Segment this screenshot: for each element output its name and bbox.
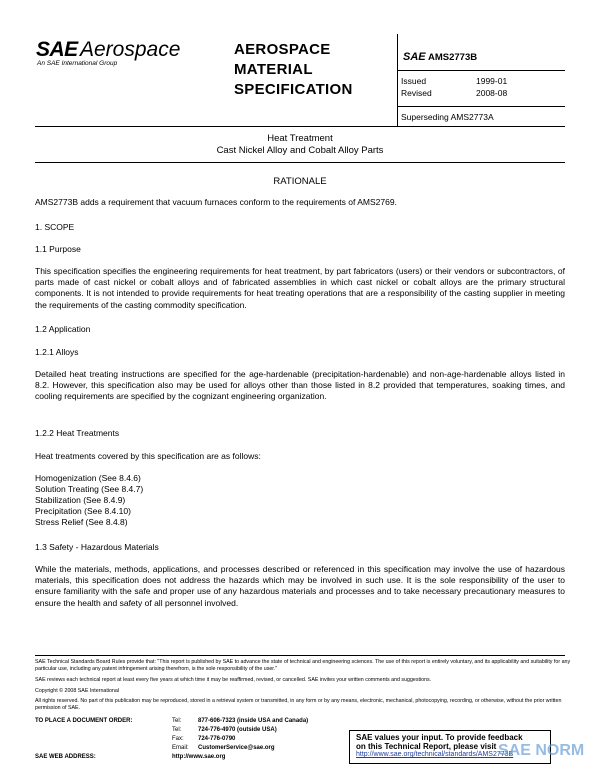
tel2-value[interactable]: 724-776-4970 (outside USA) (198, 727, 277, 733)
title-line: SPECIFICATION (234, 81, 353, 98)
section-alloys-heading: 1.2.1 Alloys (35, 347, 79, 357)
rationale-text: AMS2773B adds a requirement that vacuum furnaces conform to the requirements of AMS2769. (35, 197, 397, 207)
header-rule (397, 106, 565, 107)
fax-label: Fax: (172, 736, 184, 742)
list-item: Solution Treating (See 8.4.7) (35, 484, 144, 494)
section-application-heading: 1.2 Application (35, 324, 91, 334)
superseding: Superseding AMS2773A (401, 112, 494, 122)
safety-paragraph: While the materials, methods, applications, and processes described or referenced in this specification may involve the use of hazardous materials, this specification does not address the hazards which may be involved in such use. It is the sole responsibility of the user to ensure familiarity with the safe and proper use of any hazardous materials and processes and to take necessary precautionary measures to ensure the health and safety of all personnel involved. (35, 564, 565, 608)
feedback-line-2: on this Technical Report, please visit (356, 742, 497, 751)
section-heat-treatments-heading: 1.2.2 Heat Treatments (35, 428, 120, 438)
footer-rights: All rights reserved. No part of this publication may be reproduced, stored in a retrieval system or transmitted, in any form or by any means, electronic, mechanical, photocopying, recording, or otherwise, without the prior written permission of SAE. (35, 698, 562, 711)
email-link[interactable]: CustomerService@sae.org (198, 745, 275, 751)
issued-value: 1999-01 (476, 76, 508, 86)
logo-sae: SAE (36, 38, 78, 61)
watermark: SAE NORM (498, 742, 585, 759)
alloys-paragraph: Detailed heat treating instructions are specified for the age-hardenable (precipitation-hardenable) and non-age-hardenable alloys listed in 8.2. However, this specification also may be used for alloys other than those listed in 8.2 provided that temperatures, soaking times, and cooling requirements are specified by the cognizant engineering organization. (35, 369, 565, 402)
web-link[interactable]: http://www.sae.org (172, 754, 226, 760)
title-line: AEROSPACE (234, 41, 331, 58)
tel2-label: Tel: (172, 727, 182, 733)
subject-rule (35, 162, 565, 163)
section-safety-heading: 1.3 Safety - Hazardous Materials (35, 542, 159, 552)
logo-aerospace: Aerospace (80, 38, 181, 61)
document-type-title (234, 40, 353, 100)
list-item: Precipitation (See 8.4.10) (35, 506, 131, 516)
order-label: TO PLACE A DOCUMENT ORDER: (35, 718, 133, 724)
fax-value: 724-776-0790 (198, 736, 236, 742)
list-item: Homogenization (See 8.4.6) (35, 473, 141, 483)
header-bottom-rule (35, 126, 565, 127)
logo-subtitle: An SAE International Group (37, 60, 118, 67)
issued-label: Issued (401, 76, 427, 86)
doc-sae-logo: SAE (403, 51, 426, 63)
header-divider (397, 34, 398, 126)
revised-label: Revised (401, 88, 432, 98)
section-scope-heading: 1. SCOPE (35, 222, 75, 232)
list-item: Stress Relief (See 8.4.8) (35, 517, 128, 527)
rationale-heading: RATIONALE (273, 176, 327, 187)
subject-line-2: Cast Nickel Alloy and Cobalt Alloy Parts (216, 145, 384, 156)
web-label: SAE WEB ADDRESS: (35, 754, 96, 760)
subject-line-1: Heat Treatment (267, 133, 333, 144)
tel1-label: Tel: (172, 718, 182, 724)
doc-number: AMS2773B (428, 52, 478, 63)
title-line: MATERIAL (234, 61, 313, 78)
header-rule (397, 70, 565, 71)
footer-copyright: Copyright © 2008 SAE International (35, 688, 119, 694)
heat-treatments-intro: Heat treatments covered by this specification are as follows: (35, 451, 261, 461)
list-item: Stabilization (See 8.4.9) (35, 495, 126, 505)
footer-rule (35, 655, 565, 656)
section-purpose-heading: 1.1 Purpose (35, 244, 81, 254)
purpose-paragraph: This specification specifies the engineering requirements for heat treatment, by part fabricators (users) or their vendors or subcontractors, of parts made of cast nickel or cobalt alloys and of fabricated assemblies in which cast nickel or cobalt alloys are the primary structural components. It is not intended to provide requirements for heat treating operations that are a responsibility of the casting supplier in meeting the requirements of the casting commodity specification. (35, 266, 565, 310)
feedback-link[interactable]: http://www.sae.org/technical/standards/AMS2773B (356, 751, 514, 758)
footer-disclaimer: SAE Technical Standards Board Rules provide that: "This report is published by SAE to advance the state of technical and engineering sciences. The use of this report is entirely voluntary, and its applicability and suitability for any particular use, including any patent infringement arising therefrom, is the sole responsibility of the user." (35, 659, 571, 672)
footer-review-note: SAE reviews each technical report at least every five years at which time it may be reaffirmed, revised, or cancelled. SAE invites your written comments and suggestions. (35, 677, 432, 683)
email-label: Email: (172, 745, 189, 751)
revised-value: 2008-08 (476, 88, 508, 98)
tel1-value[interactable]: 877-606-7323 (inside USA and Canada) (198, 718, 309, 724)
feedback-line-1: SAE values your input. To provide feedback (356, 733, 523, 742)
